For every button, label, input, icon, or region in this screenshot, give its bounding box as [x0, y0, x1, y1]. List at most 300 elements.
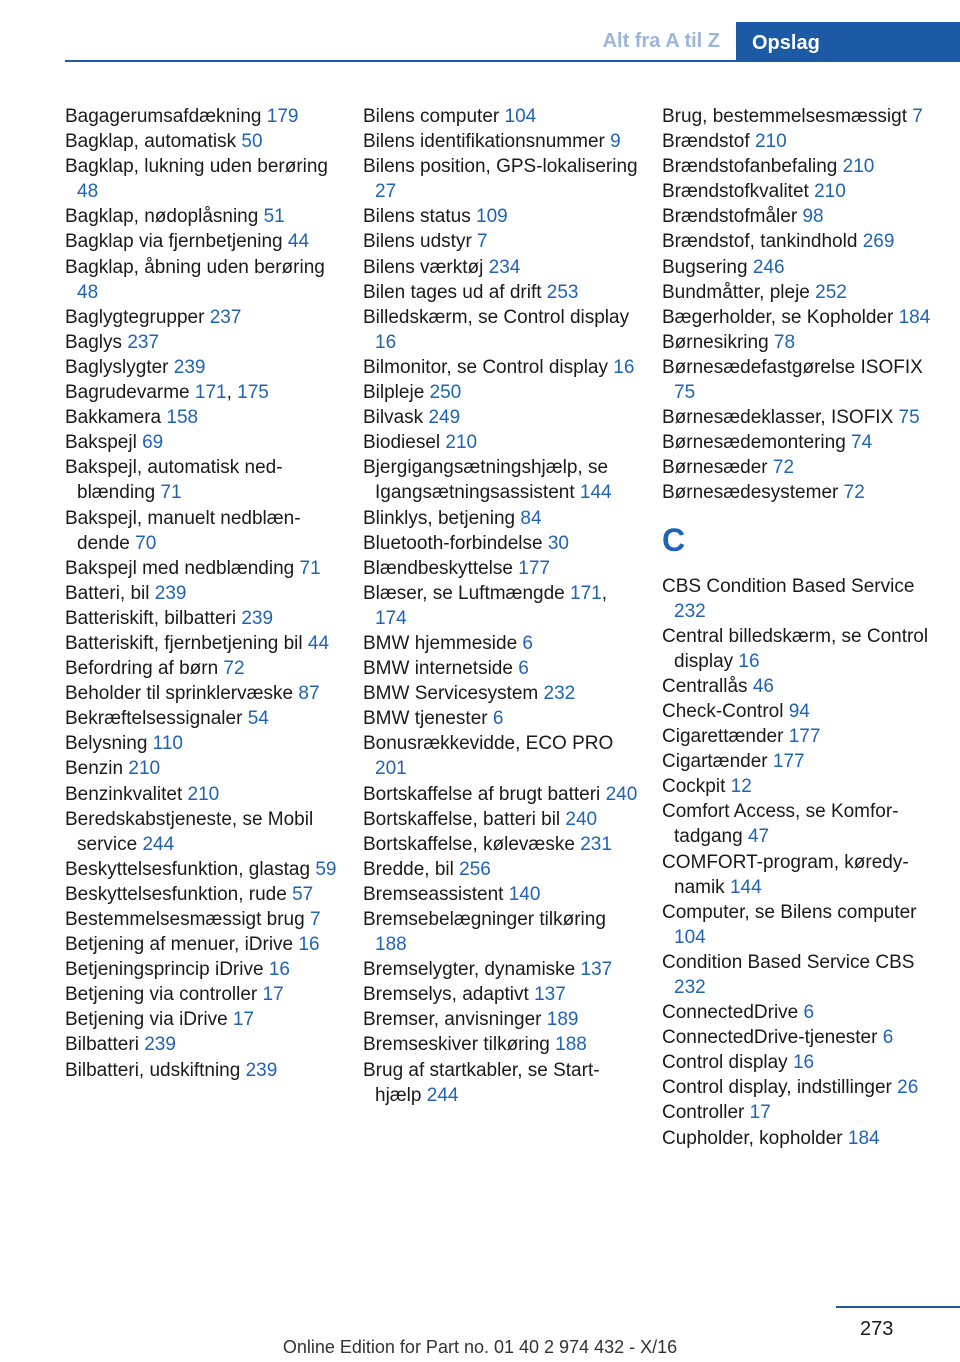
page-link[interactable]: 87: [298, 683, 320, 705]
index-term: Cupholder, kopholder: [662, 1127, 848, 1149]
index-term: Børnesædefastgørelse ISOFIX: [662, 356, 923, 378]
index-entry: [65, 556, 340, 581]
page-link[interactable]: 48: [77, 181, 99, 203]
page-link[interactable]: 104: [504, 106, 537, 127]
page-link[interactable]: 70: [135, 532, 157, 554]
index-term: Bilens position, GPS-lokalisering: [363, 156, 638, 178]
page-link[interactable]: 17: [232, 1009, 255, 1031]
index-term: Børnesædesystemer: [662, 482, 844, 504]
index-entry: [363, 907, 638, 957]
page-separator: ,: [601, 582, 607, 604]
index-entry: [363, 631, 638, 656]
index-entry: [363, 581, 638, 631]
page-link[interactable]: 104: [674, 926, 706, 948]
index-term: Bilens status: [363, 206, 476, 228]
index-term: Bortskaffelse, kølevæske: [363, 833, 581, 855]
index-entry: [363, 531, 638, 556]
index-term: Bestemmelsesmæssigt brug: [65, 909, 310, 930]
index-entry: [662, 255, 937, 280]
index-entry: [363, 455, 638, 505]
index-entry: [363, 706, 638, 731]
page-link[interactable]: 57: [292, 883, 314, 905]
index-term: Beredskabstjeneste, se Mobil service: [65, 808, 314, 855]
page-link[interactable]: 175: [237, 382, 269, 404]
index-term: Baglyslygter: [65, 356, 174, 378]
page-link[interactable]: 75: [674, 382, 696, 404]
index-entry: [662, 950, 937, 1000]
index-entry: [363, 104, 638, 129]
index-term: Cigarettænder: [662, 726, 789, 748]
index-term: Brændstof: [662, 131, 755, 153]
page-link[interactable]: 179: [266, 106, 299, 127]
index-term: Bagklap via fjernbetjening: [65, 231, 288, 253]
page-link[interactable]: 78: [773, 331, 796, 353]
index-term: Batteriskift, fjernbetjening bil: [65, 632, 308, 654]
index-term: Bilens computer: [363, 106, 505, 127]
page-link[interactable]: 17: [262, 984, 284, 1006]
index-column-1: [65, 104, 340, 1083]
header-rule: [65, 60, 960, 62]
page-link[interactable]: 98: [802, 206, 824, 228]
index-term: Bagklap, automatisk: [65, 131, 242, 153]
index-entry: [363, 1058, 638, 1108]
index-entry: [662, 624, 937, 674]
index-entry: [363, 982, 638, 1007]
index-term: Bremselygter, dynamiske: [363, 959, 581, 981]
index-entry: [65, 430, 340, 455]
page-header: [0, 0, 960, 62]
page-link[interactable]: 231: [580, 833, 612, 855]
index-term: Belysning: [65, 733, 153, 755]
page-link[interactable]: 201: [375, 758, 407, 780]
page-link[interactable]: 7: [912, 106, 923, 127]
page-link[interactable]: 44: [307, 632, 330, 654]
page-link[interactable]: 6: [492, 708, 504, 730]
page-link[interactable]: 244: [142, 833, 175, 855]
index-term: Bundmåtter, pleje: [662, 281, 816, 303]
index-entry: [65, 104, 340, 129]
index-term: Beskyttelsesfunktion, glastag: [65, 858, 316, 880]
index-term: Bilbatteri: [65, 1034, 145, 1056]
index-term: Bugsering: [662, 256, 753, 278]
index-term: Betjening via iDrive: [65, 1009, 233, 1031]
index-term: Beskyttelsesfunktion, rude: [65, 883, 293, 905]
index-term: Brændstofmåler: [662, 206, 803, 228]
index-entry: [662, 405, 937, 430]
page-link[interactable]: 253: [546, 281, 579, 303]
index-term: CBS Condition Based Service: [662, 575, 915, 597]
index-term: Blæser, se Luftmængde: [363, 582, 570, 604]
index-term: Bakspejl med nedblænding: [65, 557, 300, 579]
index-term: Bagrudevarme: [65, 382, 195, 404]
index-term: Batteri, bil: [65, 582, 155, 604]
index-entry: [65, 957, 340, 982]
page-link[interactable]: 16: [375, 331, 397, 353]
index-entry: [662, 129, 937, 154]
index-entry: [662, 179, 937, 204]
index-entry: [662, 574, 937, 624]
index-entry: [662, 280, 937, 305]
index-term: Control display, indstillinger: [662, 1077, 898, 1099]
page-link[interactable]: 44: [287, 231, 310, 253]
page-link[interactable]: 210: [814, 181, 846, 203]
page-link[interactable]: 158: [166, 407, 199, 429]
page-link[interactable]: 177: [518, 557, 550, 579]
footer-rule: [836, 1306, 960, 1308]
index-term: Bilen tages ud af drift: [363, 281, 547, 303]
page-link[interactable]: 188: [555, 1034, 587, 1056]
page-link[interactable]: 16: [738, 650, 760, 672]
page-link[interactable]: 16: [268, 959, 290, 981]
page-link[interactable]: 144: [579, 482, 612, 504]
page-link[interactable]: 74: [851, 432, 873, 454]
index-entry: [65, 782, 340, 807]
index-entry: [662, 900, 937, 950]
page-link[interactable]: 137: [580, 959, 613, 981]
page-link[interactable]: 256: [459, 858, 491, 880]
index-entry: [65, 330, 340, 355]
index-term: Central billedskærm, se Control display: [662, 625, 929, 672]
index-entry: [662, 674, 937, 699]
page-link[interactable]: 210: [842, 156, 875, 178]
page-link[interactable]: 239: [173, 356, 206, 378]
index-term: ConnectedDrive-tjenester: [662, 1027, 883, 1049]
index-entry: [363, 957, 638, 982]
index-entry: [65, 1032, 340, 1057]
index-term: Bilmonitor, se Control display: [363, 356, 614, 378]
index-entry: [65, 907, 340, 932]
index-entry: [363, 506, 638, 531]
index-entry: [662, 1075, 937, 1100]
index-entry: [363, 656, 638, 681]
page-link[interactable]: 7: [309, 909, 321, 930]
page-link[interactable]: 171: [194, 382, 227, 404]
index-term: Brændstofkvalitet: [662, 181, 815, 203]
index-entry: [65, 756, 340, 781]
index-term: BMW internetside: [363, 658, 519, 680]
index-term: Bagklap, nødoplåsning: [65, 206, 264, 228]
index-entry: [363, 782, 638, 807]
index-term: Bagklap, åbning uden berøring: [65, 256, 325, 278]
index-term: Brændstof, tankindhold: [662, 231, 863, 253]
index-term: Blinklys, betjening: [363, 507, 521, 529]
page-link[interactable]: 239: [144, 1034, 176, 1056]
index-term: Billedskærm, se Control display: [363, 306, 630, 328]
index-entry: [363, 882, 638, 907]
index-entry: [65, 631, 340, 656]
index-term: Betjening via controller: [65, 984, 263, 1006]
index-entry: [363, 731, 638, 781]
index-term: Controller: [662, 1102, 750, 1124]
index-entry: [363, 807, 638, 832]
index-term: Cigartænder: [662, 751, 773, 773]
page-link[interactable]: 7: [477, 231, 488, 253]
page-link[interactable]: 12: [730, 776, 752, 798]
index-term: Bremseskiver tilkøring: [363, 1034, 556, 1056]
page-link[interactable]: 54: [247, 708, 269, 730]
index-entry: [363, 1007, 638, 1032]
page-number: 273: [860, 1318, 894, 1340]
section-title: Alt fra A til Z: [602, 30, 720, 52]
index-term: Betjening af menuer, iDrive: [65, 934, 299, 956]
page-link[interactable]: 59: [315, 858, 337, 880]
index-term: Centrallås: [662, 675, 753, 697]
index-entry: [662, 1025, 937, 1050]
page-link[interactable]: 51: [263, 206, 285, 228]
page-link[interactable]: 244: [426, 1084, 459, 1106]
page-link[interactable]: 46: [752, 675, 774, 697]
index-term: Bilens identifikationsnummer: [363, 131, 611, 153]
index-term: Comfort Access, se Komfortadgang: [662, 801, 899, 848]
index-entry: [65, 405, 340, 430]
index-entry: [65, 882, 340, 907]
index-term: Bilpleje: [363, 382, 430, 404]
page-link[interactable]: 237: [209, 306, 242, 328]
page-separator: ,: [226, 382, 238, 404]
page-link[interactable]: 232: [674, 600, 706, 622]
index-entry: [363, 154, 638, 204]
index-term: Condition Based Service CBS: [662, 951, 915, 973]
index-entry: [363, 305, 638, 355]
index-term: Bagklap, lukning uden berøring: [65, 156, 329, 178]
index-term: BMW Servicesystem: [363, 683, 544, 705]
page-link[interactable]: 69: [142, 432, 164, 454]
index-entry: [662, 850, 937, 900]
page-link[interactable]: 94: [788, 700, 810, 722]
index-entry: [662, 355, 937, 405]
index-entry: [662, 1050, 937, 1075]
page-link[interactable]: 239: [241, 607, 274, 629]
page-link[interactable]: 84: [520, 507, 542, 529]
page-link[interactable]: 232: [674, 977, 706, 998]
index-entry: [662, 330, 937, 355]
page-link[interactable]: 9: [610, 131, 621, 153]
index-term: Baglys: [65, 331, 128, 353]
index-entry: [65, 380, 340, 405]
page-link[interactable]: 189: [546, 1009, 579, 1031]
index-entry: [65, 932, 340, 957]
page-link[interactable]: 252: [815, 281, 847, 303]
index-term: Børnesikring: [662, 331, 774, 353]
page-link[interactable]: 6: [522, 632, 533, 654]
index-entry: [65, 1007, 340, 1032]
index-term: Bremser, anvisninger: [363, 1009, 547, 1031]
index-entry: [363, 832, 638, 857]
index-term: COMFORT-program, køredynamik: [662, 851, 909, 898]
page-link[interactable]: 246: [752, 256, 785, 278]
index-entry: [363, 1032, 638, 1057]
index-entry: [662, 430, 937, 455]
index-term: Børnesædeklasser, ISOFIX: [662, 407, 899, 429]
chapter-tab[interactable]: Opslag: [736, 22, 960, 62]
index-term: Bredde, bil: [363, 858, 460, 880]
index-term: Bjergigangsætningshjælp, se Igangsætningsassistent: [363, 457, 609, 504]
index-entry: [65, 731, 340, 756]
index-term: Brug, bestemmelsesmæssigt: [662, 106, 913, 127]
page-link[interactable]: 210: [754, 131, 787, 153]
index-term: Baglygtegrupper: [65, 306, 210, 328]
index-entry: [662, 699, 937, 724]
index-term: Benzinkvalitet: [65, 783, 188, 805]
index-term: Bekræftelsessignaler: [65, 708, 248, 730]
index-term: Bakspejl, manuelt nedblændende: [65, 507, 301, 554]
index-term: Befordring af børn: [65, 658, 224, 680]
page-link[interactable]: 171: [570, 582, 602, 604]
page-link[interactable]: 140: [508, 883, 541, 905]
index-entry: [363, 556, 638, 581]
index-column-2: [363, 104, 638, 1108]
page-link[interactable]: 269: [862, 231, 895, 253]
page-link[interactable]: 71: [299, 557, 321, 579]
index-term: ConnectedDrive: [662, 1002, 804, 1024]
page-link[interactable]: 16: [792, 1052, 815, 1074]
index-entry: [363, 129, 638, 154]
index-term: Bilens værktøj: [363, 256, 489, 278]
index-term: Børnesæder: [662, 457, 773, 479]
index-entry: [662, 799, 937, 849]
index-entry: [662, 774, 937, 799]
page-link[interactable]: 250: [429, 382, 462, 404]
index-column-3: [662, 104, 937, 1151]
index-term: Bremsebelægninger tilkøring: [363, 909, 606, 930]
index-term: Computer, se Bilens computer: [662, 901, 917, 923]
index-entry: [65, 506, 340, 556]
page-link[interactable]: 144: [729, 876, 762, 898]
index-term: Bilvask: [363, 407, 429, 429]
index-entry: [363, 681, 638, 706]
page-link[interactable]: 72: [843, 482, 865, 504]
page-link[interactable]: 240: [565, 808, 598, 830]
index-entry: [662, 204, 937, 229]
page-link[interactable]: 6: [803, 1002, 815, 1024]
index-entry: [65, 681, 340, 706]
page-link[interactable]: 232: [543, 683, 576, 705]
index-entry: [662, 749, 937, 774]
index-entry: [65, 355, 340, 380]
index-entry: [65, 229, 340, 254]
page-link[interactable]: 210: [445, 432, 478, 454]
index-entry: [65, 706, 340, 731]
index-entry: [662, 154, 937, 179]
page-link[interactable]: 47: [747, 826, 770, 848]
page-link[interactable]: 237: [127, 331, 160, 353]
index-entry: [363, 255, 638, 280]
index-entry: [65, 455, 340, 505]
index-entry: [65, 807, 340, 857]
index-entry: [65, 305, 340, 330]
index-entry: [65, 857, 340, 882]
page-link[interactable]: 177: [772, 751, 805, 773]
index-term: Brændstofanbefaling: [662, 156, 843, 178]
index-term: Bonusrækkevidde, ECO PRO: [363, 733, 614, 755]
page-link[interactable]: 239: [245, 1059, 278, 1081]
index-term: Blændbeskyttelse: [363, 557, 519, 579]
page-link[interactable]: 109: [476, 206, 508, 228]
page-link[interactable]: 30: [547, 532, 569, 554]
page-link[interactable]: 177: [788, 726, 821, 748]
index-entry: [662, 104, 937, 129]
index-term: BMW hjemmeside: [363, 632, 523, 654]
index-term: Bremselys, adaptivt: [363, 984, 535, 1006]
page-link[interactable]: 210: [128, 758, 161, 780]
index-entry: [363, 280, 638, 305]
index-entry: [65, 255, 340, 305]
index-entry: [662, 1000, 937, 1025]
page-link[interactable]: 249: [428, 407, 461, 429]
page-link[interactable]: 75: [898, 407, 920, 429]
page-link[interactable]: 72: [223, 658, 245, 680]
page-link[interactable]: 27: [375, 181, 397, 203]
edition-note: Online Edition for Part no. 01 40 2 974 432 - X/16: [282, 1337, 678, 1357]
page-link[interactable]: 240: [605, 783, 638, 805]
index-term: Beholder til sprinklervæske: [65, 683, 299, 705]
index-entry: [662, 229, 937, 254]
index-entry: [662, 1100, 937, 1125]
page-link[interactable]: 234: [488, 256, 521, 278]
page-link[interactable]: 6: [882, 1027, 894, 1049]
index-entry: [363, 405, 638, 430]
index-term: BMW tjenester: [363, 708, 493, 730]
index-entry: [65, 606, 340, 631]
index-term: Betjeningsprincip iDrive: [65, 959, 269, 981]
index-entry: [662, 480, 937, 505]
page-link[interactable]: 137: [534, 984, 566, 1006]
page-link[interactable]: 16: [298, 934, 320, 956]
index-term: Bilbatteri, udskiftning: [65, 1059, 246, 1081]
index-term: Børnesædemontering: [662, 432, 852, 454]
index-term: Control display: [662, 1052, 793, 1074]
page-link[interactable]: 71: [160, 482, 182, 504]
index-term: Bakspejl, automatisk nedblænding: [65, 457, 283, 504]
index-entry: [662, 1126, 937, 1151]
index-entry: [65, 581, 340, 606]
index-entry: [65, 982, 340, 1007]
index-term: Biodiesel: [363, 432, 446, 454]
index-entry: [65, 129, 340, 154]
index-entry: [363, 430, 638, 455]
page-link[interactable]: 17: [749, 1102, 771, 1124]
page-link[interactable]: 72: [772, 457, 795, 479]
index-entry: [363, 380, 638, 405]
index-term: Bremseassistent: [363, 883, 509, 905]
index-term: Benzin: [65, 758, 129, 780]
page-link[interactable]: 239: [154, 582, 187, 604]
page-link[interactable]: 184: [898, 306, 931, 328]
index-entry: [65, 656, 340, 681]
page-link[interactable]: 26: [897, 1077, 919, 1099]
index-entry: [65, 204, 340, 229]
index-term: Bægerholder, se Kopholder: [662, 306, 899, 328]
index-term: Bortskaffelse af brugt batteri: [363, 783, 606, 805]
index-entry: [65, 1058, 340, 1083]
page-link[interactable]: 188: [375, 934, 407, 956]
page-link[interactable]: 16: [613, 356, 635, 378]
page-link[interactable]: 6: [518, 658, 529, 680]
index-entry: [363, 204, 638, 229]
page-link[interactable]: 210: [187, 783, 220, 805]
index-term: Bortskaffelse, batteri bil: [363, 808, 566, 830]
index-term: Brug af startkabler, se Starthjælp: [363, 1059, 600, 1106]
page-link[interactable]: 110: [152, 733, 183, 755]
index-entry: [363, 229, 638, 254]
index-term: Bagagerumsafdækning: [65, 106, 267, 127]
page-link[interactable]: 50: [241, 131, 263, 153]
page-link[interactable]: 48: [77, 281, 99, 303]
index-entry: [662, 305, 937, 330]
page-link[interactable]: 174: [375, 607, 407, 629]
index-entry: [662, 455, 937, 480]
page-link[interactable]: 184: [847, 1127, 880, 1149]
